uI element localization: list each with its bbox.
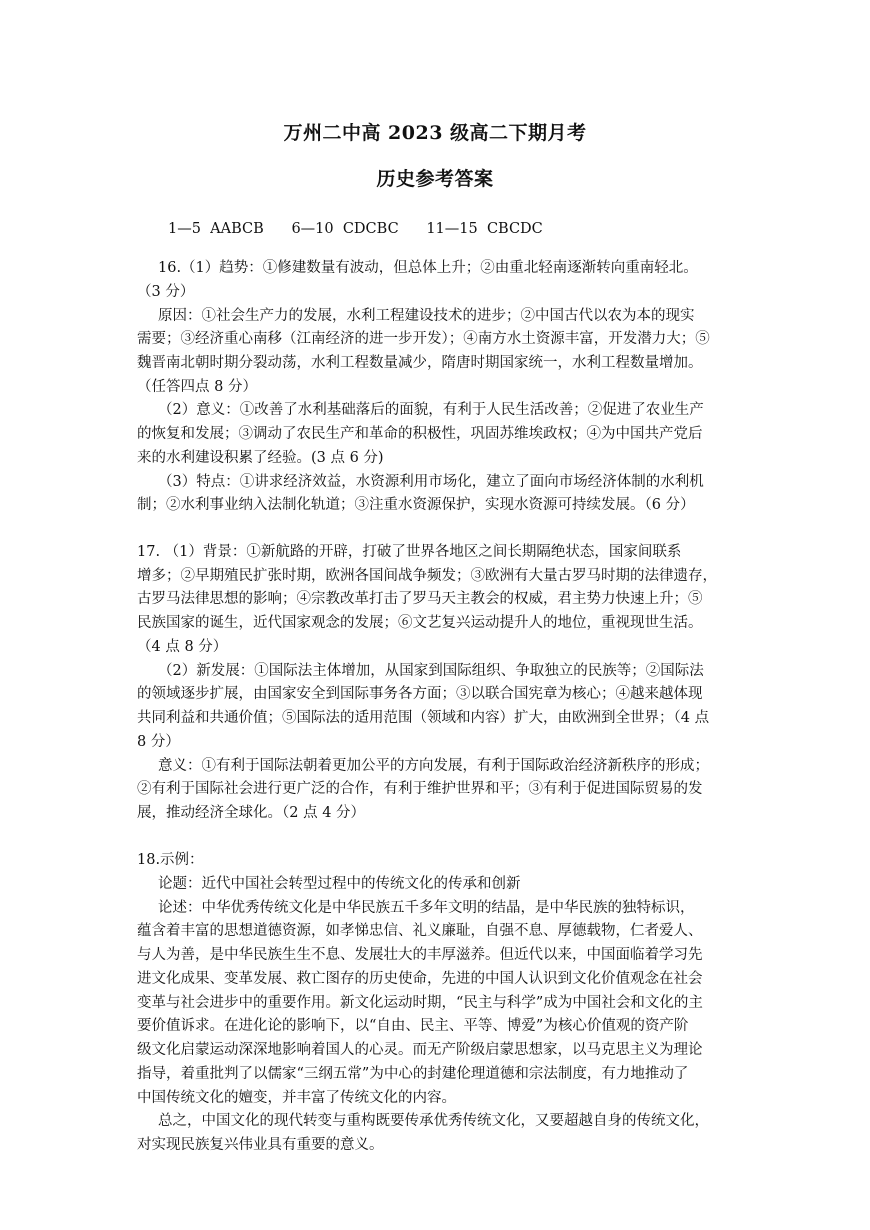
answer-subtitle: 历史参考答案 xyxy=(376,168,494,190)
q17-line: （2）新发展：①国际法主体增加，从国家到国际组织、争取独立的民族等；②国际法 xyxy=(158,663,704,679)
q16-line: 魏晋南北朝时期分裂动荡，水利工程数量减少，隋唐时期国家统一，水利工程数量增加。 xyxy=(137,355,703,371)
q17-line: 共同利益和共通价值；⑤国际法的适用范围（领域和内容）扩大，由欧洲到全世界；（4 点 xyxy=(137,710,710,726)
q16-line: （3）特点：①讲求经济效益，水资源利用市场化，建立了面向市场经济体制的水利机 xyxy=(158,474,704,490)
q18-line: 与人为善，是中华民族生生不息、发展壮大的丰厚滋养。但近代以来，中国面临着学习先 xyxy=(137,947,703,963)
q17-line: 增多；②早期殖民扩张时期，欧洲各国间战争频发；③欧洲有大量古罗马时期的法律遗存， xyxy=(137,568,717,584)
q17-line: 古罗马法律思想的影响；④宗教改革打击了罗马天主教会的权威，君主势力快速上升；⑤ xyxy=(137,591,703,607)
q17-line: （4 点 8 分） xyxy=(137,639,228,655)
q18-line: 论述：中华优秀传统文化是中华民族五千多年文明的结晶，是中华民族的独特标识， xyxy=(158,900,695,916)
q17-line: 意义：①有利于国际法朝着更加公平的方向发展，有利于国际政治经济新秩序的形成； xyxy=(158,758,709,774)
q18-line: 进文化成果、变革发展、救亡图存的历史使命，先进的中国人认识到文化价值观念在社会 xyxy=(137,971,703,987)
q16-line: 需要；③经济重心南移（江南经济的进一步开发）；④南方水土资源丰富，开发潜力大；⑤ xyxy=(137,331,710,347)
q18-line: 级文化启蒙运动深深地影响着国人的心灵。而无产阶级启蒙思想家，以马克思主义为理论 xyxy=(137,1042,703,1058)
q16-line: 制；②水利事业纳入法制化轨道；③注重水资源保护，实现水资源可持续发展。（6 分） xyxy=(137,497,695,513)
q16-line: （2）意义：①改善了水利基础落后的面貌，有利于人民生活改善；②促进了农业生产 xyxy=(158,402,704,418)
q18-line: 蕴含着丰富的思想道德资源，如孝悌忠信、礼义廉耻，自强不息、厚德载物，仁者爱人、 xyxy=(137,923,703,939)
q16-line: 来的水利建设积累了经验。(3 点 6 分) xyxy=(137,450,384,466)
q18-line: 变革与社会进步中的重要作用。新文化运动时期，“民主与科学”成为中国社会和文化的主 xyxy=(137,995,703,1011)
q16-line: （任答四点 8 分） xyxy=(137,379,257,395)
q18-line: 要价值诉求。在进化论的影响下，以“自由、民主、平等、博爱”为核心价值观的资产阶 xyxy=(137,1018,689,1034)
q18-line: 对实现民族复兴伟业具有重要的意义。 xyxy=(137,1137,384,1153)
q17-line: 17. （1）背景：①新航路的开辟，打破了世界各地区之间长期隔绝状态，国家间联系 xyxy=(137,544,682,560)
q17-line: 的领域逐步扩展，由国家安全到国际事务各方面；③以联合国宪章为核心；④越来越体现 xyxy=(137,686,703,702)
q17-line: 8 分） xyxy=(137,734,180,750)
q18-line: 论题：近代中国社会转型过程中的传统文化的传承和创新 xyxy=(158,876,521,892)
q18-line: 指导，着重批判了以儒家“三纲五常”为中心的封建伦理道德和宗法制度，有力地推动了 xyxy=(137,1066,689,1082)
q18-line: 总之，中国文化的现代转变与重构既要传承优秀传统文化，又要超越自身的传统文化， xyxy=(158,1113,709,1129)
q17-line: 民族国家的诞生，近代国家观念的发展；⑥文艺复兴运动提升人的地位，重视现世生活。 xyxy=(137,615,703,631)
q16-line: （3 分） xyxy=(137,284,195,300)
q17-line: ②有利于国际社会进行更广泛的合作，有利于维护世界和平；③有利于促进国际贸易的发 xyxy=(137,781,703,797)
q18-line: 18.示例： xyxy=(137,852,204,868)
exam-title: 万州二中高 2023 级高二下期月考 xyxy=(283,122,587,144)
q18-line: 中国传统文化的嬗变，并丰富了传统文化的内容。 xyxy=(137,1090,456,1106)
q16-line: 原因：①社会生产力的发展，水利工程建设技术的进步；②中国古代以农为本的现实 xyxy=(158,308,695,324)
q17-line: 展，推动经济全球化。（2 点 4 分） xyxy=(137,805,366,821)
q16-line: 的恢复和发展；③调动了农民生产和革命的积极性，巩固苏维埃政权；④为中国共产党后 xyxy=(137,426,703,442)
q16-line: 16.（1）趋势：①修建数量有波动，但总体上升；②由重北轻南逐渐转向重南轻北。 xyxy=(158,260,698,276)
multiple-choice-answers: 1—5 AABCB 6—10 CDCBC 11—15 CBCDC xyxy=(168,221,543,237)
